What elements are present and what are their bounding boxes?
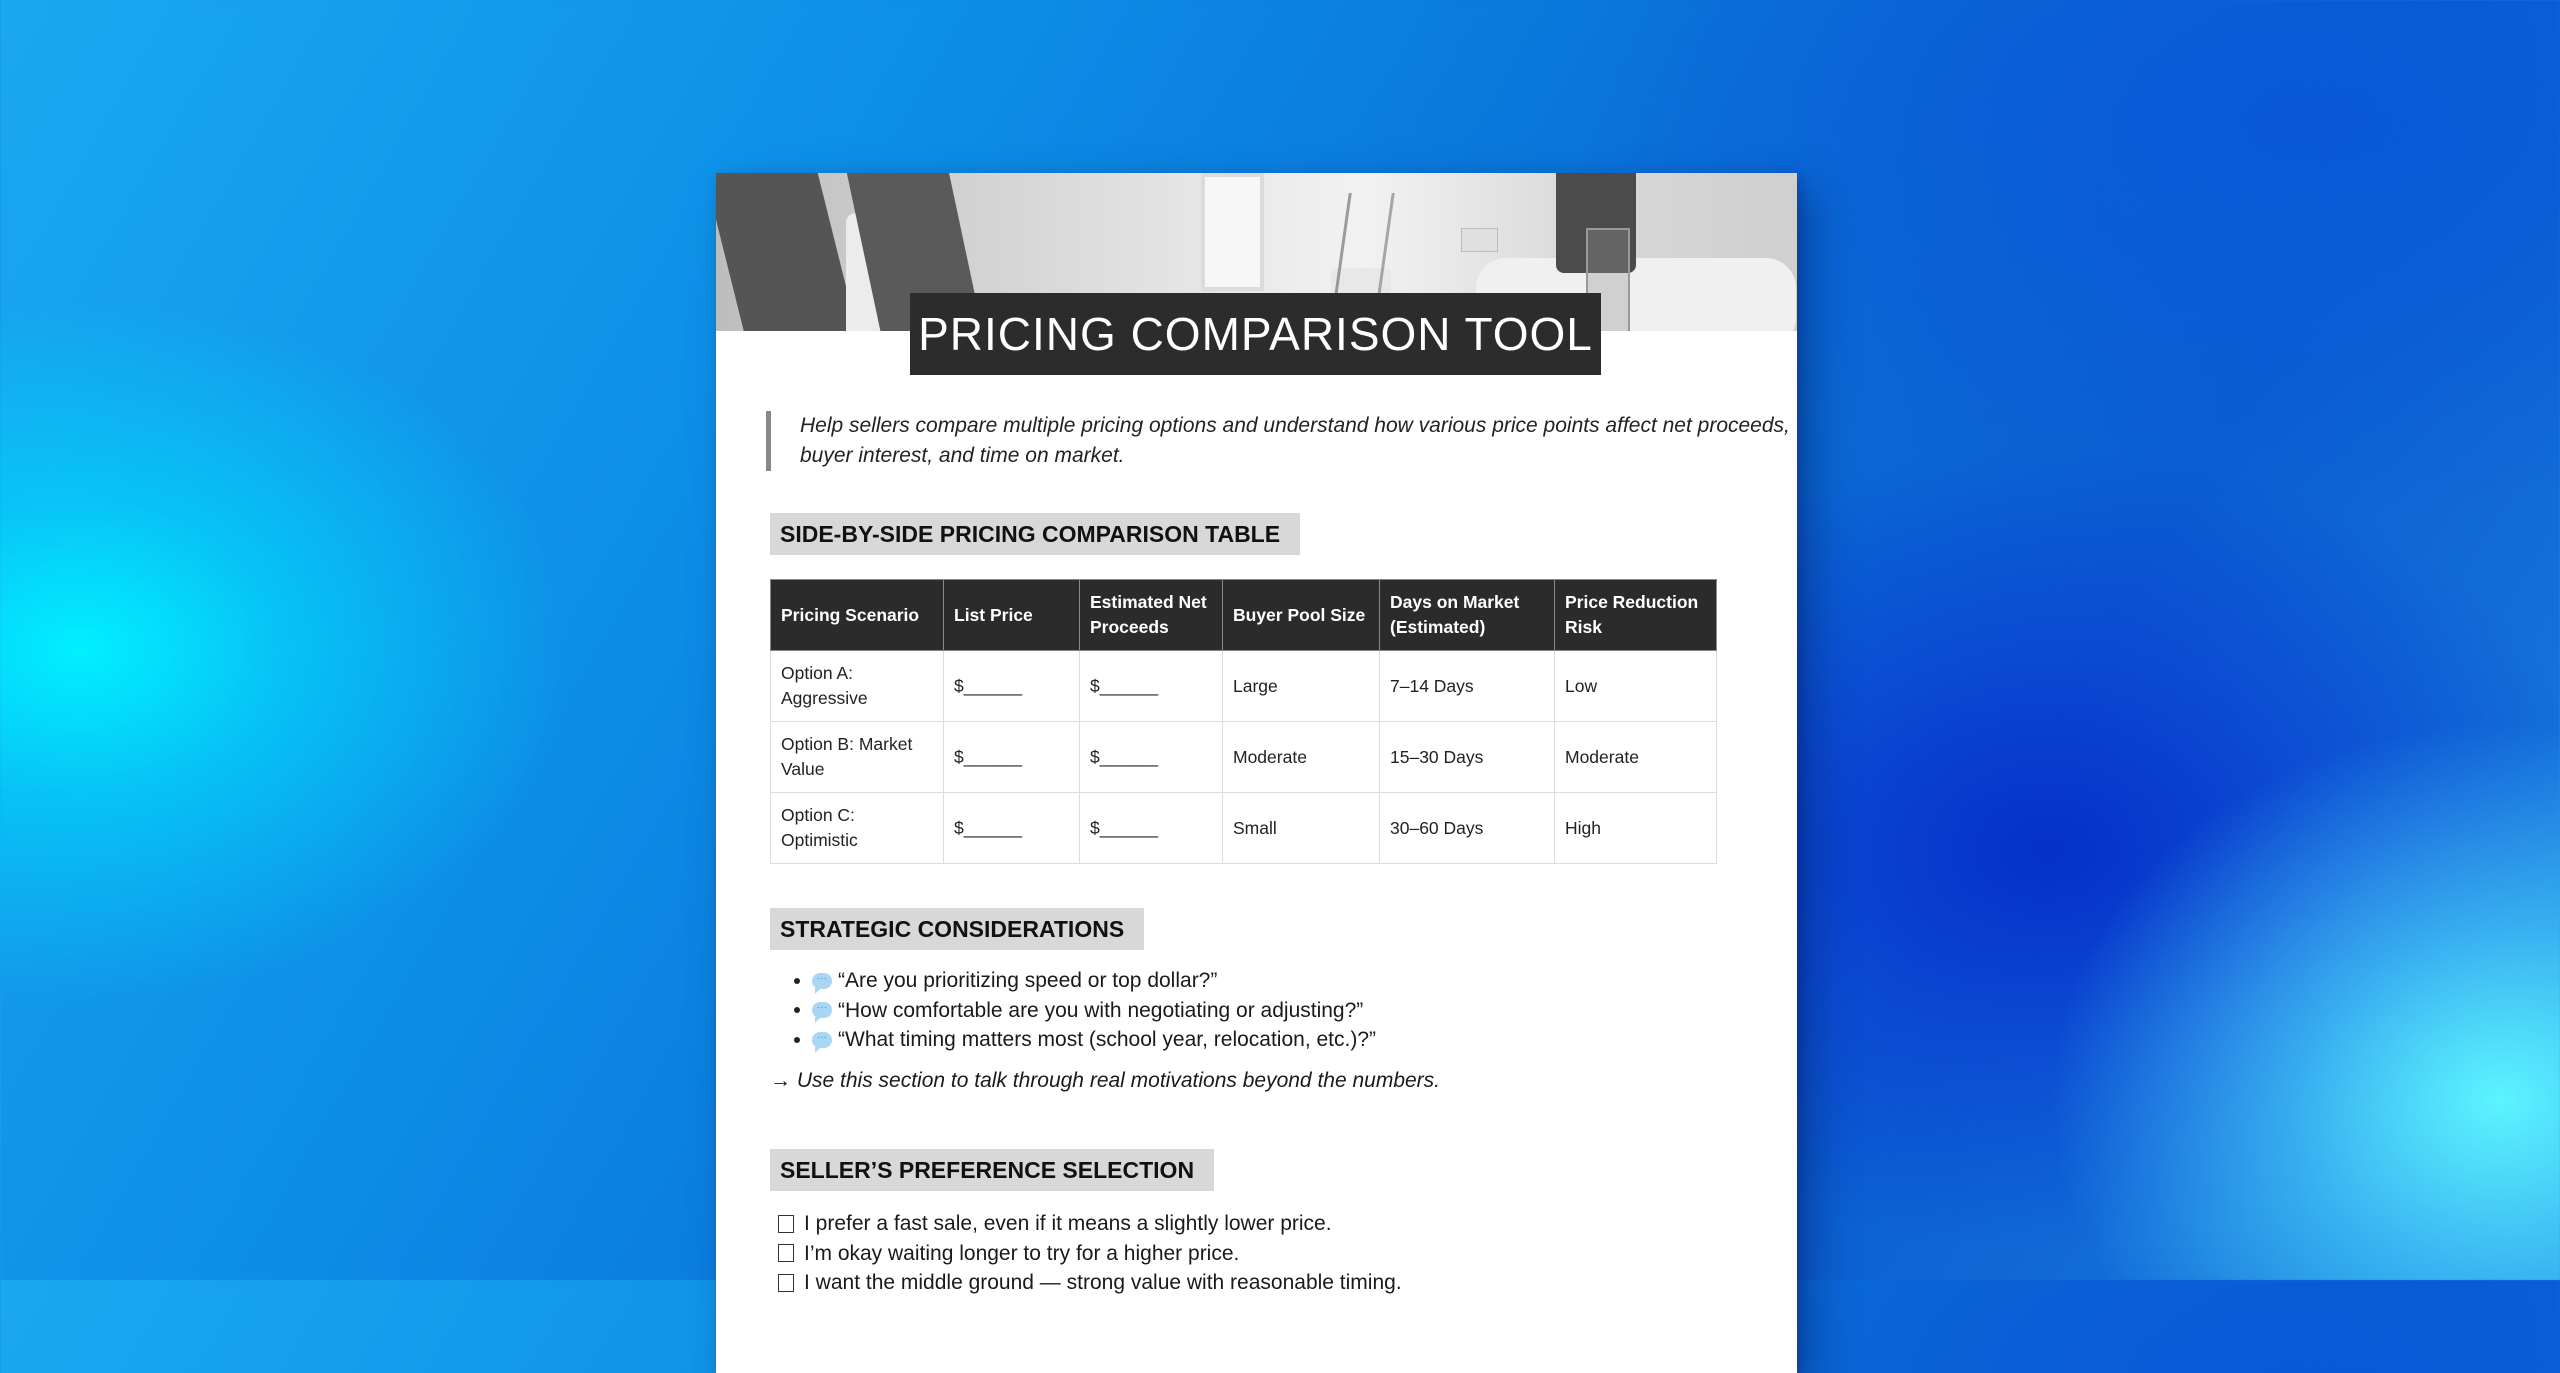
section-heading-preference: SELLER’S PREFERENCE SELECTION: [770, 1149, 1214, 1191]
list-item: [786, 966, 1376, 996]
net-proceeds-blank[interactable]: $______: [1080, 722, 1223, 793]
intro-text: Help sellers compare multiple pricing options and understand how various price points affect net proceeds, buyer interest, and time on market.: [766, 411, 1800, 471]
pillow-shape: [716, 173, 859, 331]
scenario-cell: Option A: Aggressive: [771, 651, 944, 722]
buyer-pool-cell: Small: [1223, 793, 1380, 864]
table-row: [771, 793, 1717, 864]
checkbox[interactable]: [778, 1274, 794, 1292]
risk-cell: Low: [1555, 651, 1717, 722]
pricing-comparison-table: [770, 579, 1717, 864]
checkbox[interactable]: [778, 1244, 794, 1262]
page-title: PRICING COMPARISON TOOL: [910, 293, 1601, 375]
outlet-shape: [1461, 228, 1498, 252]
scenario-cell: Option B: Market Value: [771, 722, 944, 793]
column-header: List Price: [944, 580, 1080, 651]
net-proceeds-blank[interactable]: $______: [1080, 793, 1223, 864]
table-header-row: [771, 580, 1717, 651]
speech-bubble-icon: ···: [812, 1032, 832, 1048]
strategic-questions-list: [786, 966, 1376, 1055]
list-item: [786, 1025, 1376, 1055]
column-header: Pricing Scenario: [771, 580, 944, 651]
risk-cell: High: [1555, 793, 1717, 864]
list-price-blank[interactable]: $______: [944, 651, 1080, 722]
column-header: Estimated Net Proceeds: [1080, 580, 1223, 651]
option-label: I’m okay waiting longer to try for a higher price.: [804, 1241, 1240, 1265]
list-item: [786, 996, 1376, 1026]
column-header: Buyer Pool Size: [1223, 580, 1380, 651]
risk-cell: Moderate: [1555, 722, 1717, 793]
bullet-icon: [794, 1007, 800, 1013]
list-price-blank[interactable]: $______: [944, 722, 1080, 793]
speech-bubble-icon: ···: [812, 973, 832, 989]
checkbox[interactable]: [778, 1215, 794, 1233]
buyer-pool-cell: Large: [1223, 651, 1380, 722]
option-label: I want the middle ground — strong value with reasonable timing.: [804, 1271, 1402, 1294]
preference-option[interactable]: [778, 1209, 1402, 1239]
bullet-icon: [794, 978, 800, 984]
window-shape: [1201, 173, 1264, 291]
days-on-market-cell: 15–30 Days: [1380, 722, 1555, 793]
bullet-icon: [794, 1037, 800, 1043]
strategic-note: → Use this section to talk through real motivations beyond the numbers.: [770, 1069, 1441, 1092]
question-text: “What timing matters most (school year, relocation, etc.)?”: [838, 1028, 1377, 1051]
speech-bubble-icon: ···: [812, 1002, 832, 1018]
table-row: [771, 722, 1717, 793]
preference-checklist: [778, 1209, 1402, 1298]
preference-option[interactable]: [778, 1268, 1402, 1298]
days-on-market-cell: 7–14 Days: [1380, 651, 1555, 722]
question-text: “Are you prioritizing speed or top dollar?”: [838, 969, 1218, 992]
preference-option[interactable]: [778, 1239, 1402, 1269]
scenario-cell: Option C: Optimistic: [771, 793, 944, 864]
section-heading-strategic: STRATEGIC CONSIDERATIONS: [770, 908, 1144, 950]
option-label: I prefer a fast sale, even if it means a slightly lower price.: [804, 1212, 1332, 1235]
table-row: [771, 651, 1717, 722]
column-header: Days on Market (Estimated): [1380, 580, 1555, 651]
buyer-pool-cell: Moderate: [1223, 722, 1380, 793]
section-heading-comparison: SIDE-BY-SIDE PRICING COMPARISON TABLE: [770, 513, 1300, 555]
net-proceeds-blank[interactable]: $______: [1080, 651, 1223, 722]
list-price-blank[interactable]: $______: [944, 793, 1080, 864]
column-header: Price Reduction Risk: [1555, 580, 1717, 651]
document-page: [716, 173, 1797, 1373]
days-on-market-cell: 30–60 Days: [1380, 793, 1555, 864]
question-text: “How comfortable are you with negotiating or adjusting?”: [838, 998, 1364, 1022]
